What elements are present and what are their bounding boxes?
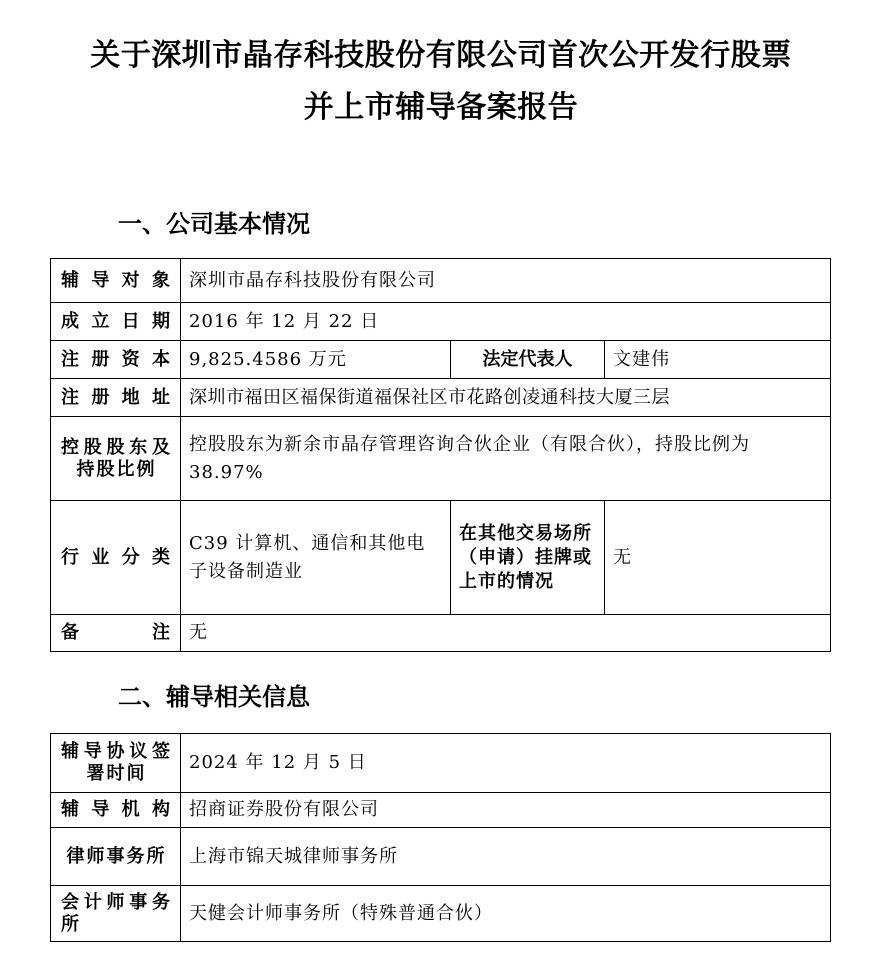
label-other-listing: 在其他交易场所（申请）挂牌或上市的情况: [451, 501, 605, 615]
section-heading-company-info: 一、公司基本情况: [118, 210, 310, 238]
value-controlling-shareholder: 控股股东为新余市晶存管理咨询合伙企业（有限合伙），持股比例为 38.97%: [181, 417, 831, 501]
label-company: 辅导对象: [51, 259, 181, 303]
label-tutoring-institution: 辅导机构: [51, 793, 181, 828]
table-row: [51, 417, 831, 501]
value-tutoring-institution: 招商证券股份有限公司: [181, 793, 831, 828]
table-row: [51, 734, 831, 793]
table-row: [51, 341, 831, 379]
value-established: 2016 年 12 月 22 日: [181, 303, 831, 341]
table-row: [51, 615, 831, 652]
table-row: [51, 501, 831, 615]
label-registered-address: 注册地址: [51, 379, 181, 417]
label-accounting-firm: 会计师事务所: [51, 886, 181, 942]
label-industry: 行业分类: [51, 501, 181, 615]
table-row: [51, 303, 831, 341]
tutoring-info-table: [50, 733, 831, 942]
label-registered-capital: 注册资本: [51, 341, 181, 379]
table-row: [51, 259, 831, 303]
label-remark: 备注: [51, 615, 181, 652]
label-law-firm: 律师事务所: [51, 828, 181, 886]
value-registered-capital: 9,825.4586 万元: [181, 341, 451, 379]
value-registered-address: 深圳市福田区福保街道福保社区市花路创凌通科技大厦三层: [181, 379, 831, 417]
value-industry: C39 计算机、通信和其他电子设备制造业: [181, 501, 451, 615]
label-established: 成立日期: [51, 303, 181, 341]
value-legal-representative: 文建伟: [605, 341, 831, 379]
document-title-line1: 关于深圳市晶存科技股份有限公司首次公开发行股票: [90, 38, 792, 73]
value-company: 深圳市晶存科技股份有限公司: [181, 259, 831, 303]
table-row: [51, 793, 831, 828]
value-law-firm: 上海市锦天城律师事务所: [181, 828, 831, 886]
value-accounting-firm: 天健会计师事务所（特殊普通合伙）: [181, 886, 831, 942]
section-heading-tutoring-info: 二、辅导相关信息: [118, 683, 310, 711]
table-row: [51, 886, 831, 942]
company-info-table: [50, 258, 831, 652]
label-legal-representative: 法定代表人: [451, 341, 605, 379]
value-remark: 无: [181, 615, 831, 652]
value-other-listing: 无: [605, 501, 831, 615]
label-agreement-date: 辅导协议签署时间: [51, 734, 181, 793]
table-row: [51, 379, 831, 417]
label-controlling-shareholder: 控股股东及持股比例: [51, 417, 181, 501]
document-title-line2: 并上市辅导备案报告: [303, 90, 579, 125]
value-agreement-date: 2024 年 12 月 5 日: [181, 734, 831, 793]
table-row: [51, 828, 831, 886]
